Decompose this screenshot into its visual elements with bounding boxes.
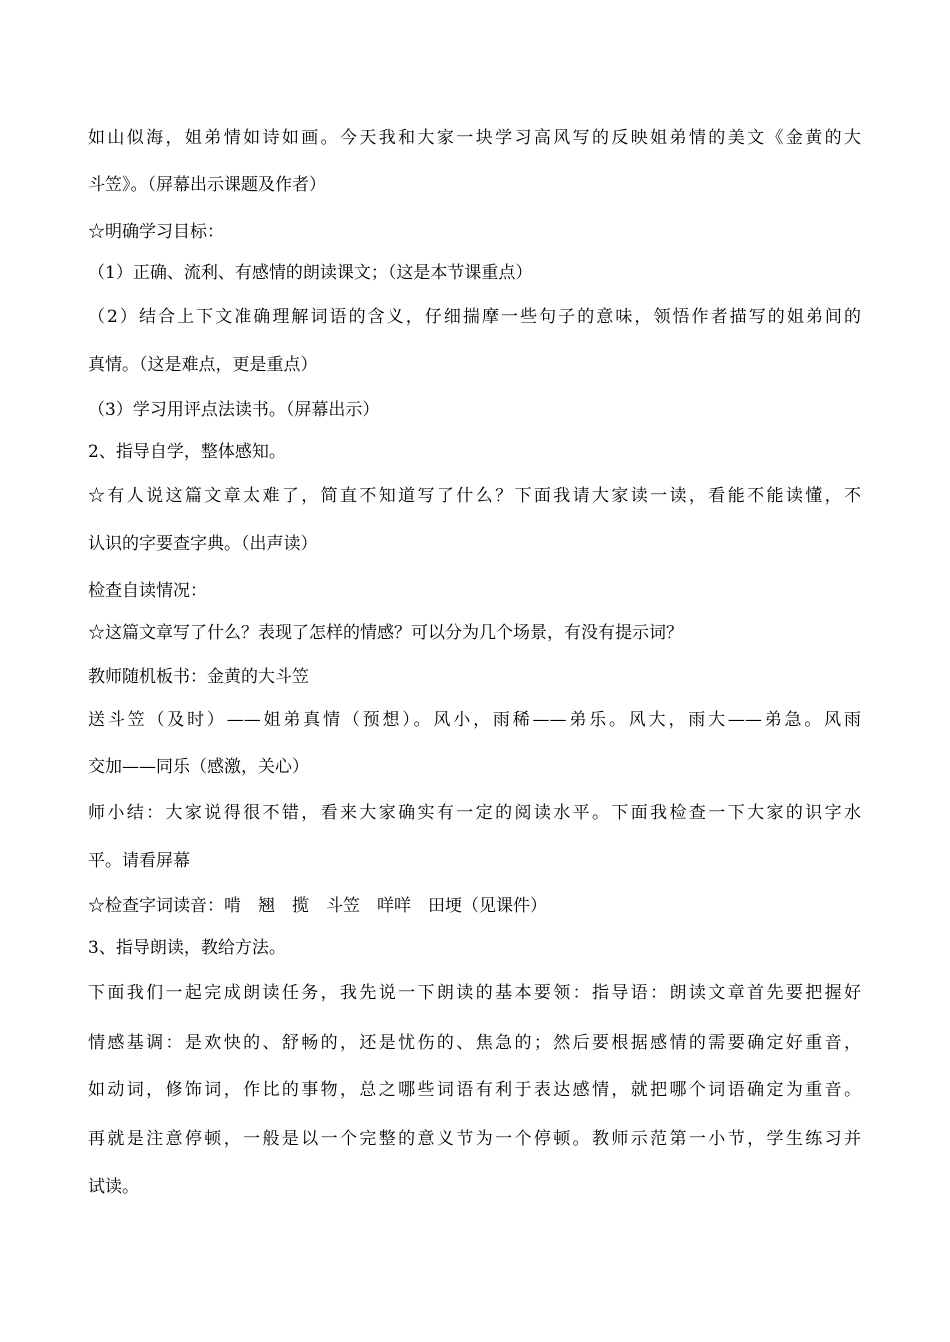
paragraph-line: 情感基调：是欢快的、舒畅的，还是忧伤的、焦急的；然后要根据感情的需要确定好重音， [88, 1033, 861, 1053]
paragraph-line: （1）正确、流利、有感情的朗读课文；（这是本节课重点） [88, 263, 533, 283]
paragraph-line: ☆这篇文章写了什么？表现了怎样的情感？可以分为几个场景，有没有提示词？ [88, 623, 683, 643]
paragraph-line: （3）学习用评点法读书。（屏幕出示） [88, 400, 380, 420]
paragraph-line: （2）结合上下文准确理解词语的含义，仔细揣摩一些句子的意味，领悟作者描写的姐弟间的 [88, 307, 861, 327]
paragraph-line: 检查自读情况： [88, 581, 207, 601]
paragraph-line: 下面我们一起完成朗读任务，我先说一下朗读的基本要领：指导语：朗读文章首先要把握好 [88, 983, 861, 1003]
paragraph-line: ☆检查字词读音：啃 翘 揽 斗笠 咩咩 田埂（见课件） [88, 896, 547, 916]
paragraph-line: ☆有人说这篇文章太难了，简直不知道写了什么？下面我请大家读一读，看能不能读懂，不 [88, 486, 861, 506]
paragraph-line: 如山似海，姐弟情如诗如画。今天我和大家一块学习高风写的反映姐弟情的美文《金黄的大 [88, 128, 861, 148]
paragraph-line: 再就是注意停顿，一般是以一个完整的意义节为一个停顿。教师示范第一小节，学生练习并 [88, 1129, 861, 1149]
paragraph-line: 师小结：大家说得很不错，看来大家确实有一定的阅读水平。下面我检查一下大家的识字水 [88, 803, 861, 823]
paragraph-line: 教师随机板书：金黄的大斗笠 [88, 667, 309, 687]
paragraph-line: 如动词，修饰词，作比的事物，总之哪些词语有利于表达感情，就把哪个词语确定为重音。 [88, 1080, 861, 1100]
section-heading: 3、指导朗读，教给方法。 [88, 938, 286, 958]
paragraph-line: 交加——同乐（感激，关心） [88, 757, 309, 777]
paragraph-line: 送斗笠（及时）——姐弟真情（预想）。风小，雨稀——弟乐。风大，雨大——弟急。风雨 [88, 710, 861, 730]
paragraph-line: ☆明确学习目标： [88, 222, 224, 242]
paragraph-line: 斗笠》。（屏幕出示课题及作者） [88, 175, 326, 195]
paragraph-line: 平。请看屏幕 [88, 851, 190, 871]
paragraph-line: 真情。（这是难点，更是重点） [88, 355, 318, 375]
paragraph-line: 试读。 [88, 1177, 139, 1197]
paragraph-line: 认识的字要查字典。（出声读） [88, 534, 318, 554]
section-heading: 2、指导自学，整体感知。 [88, 442, 286, 462]
